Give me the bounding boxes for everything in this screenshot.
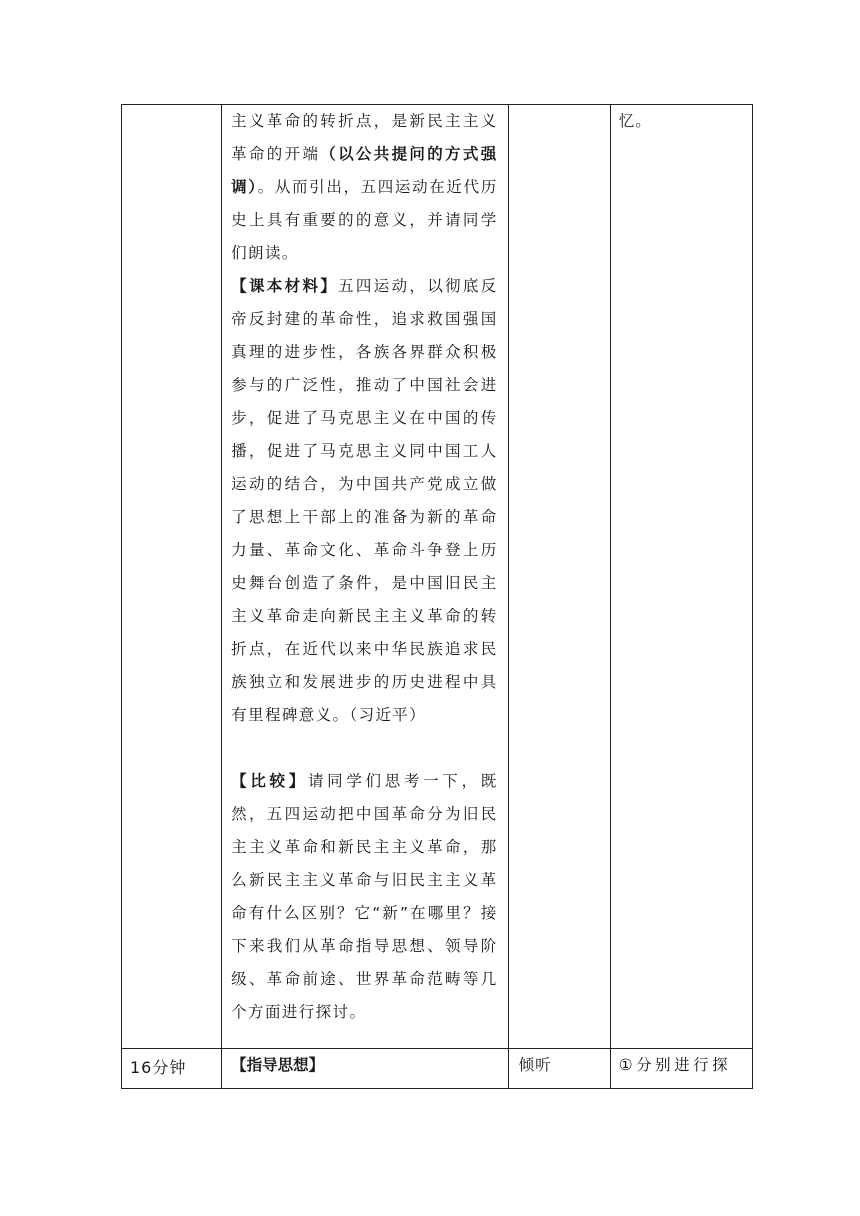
- intro-emphasis: （以公共提问的方式强调）: [231, 145, 498, 196]
- design-intent-cell: [610, 105, 752, 1049]
- design-intent-text: 忆。: [618, 112, 652, 130]
- paragraph-gap: [231, 732, 497, 765]
- section-heading-cell: 【指导思想】: [222, 1049, 508, 1089]
- table-row: [122, 105, 753, 1049]
- intro-text-a: 主义革命的转折点，是新民主主义革命的开端: [231, 112, 498, 163]
- intro-paragraph: [231, 105, 497, 270]
- design-intent-cell-bottom: ①分别进行探: [610, 1049, 752, 1089]
- compare-label: 【比较】: [231, 772, 308, 790]
- time-cell: 16分钟: [122, 1049, 222, 1089]
- material-label: 【课本材料】: [231, 277, 339, 295]
- time-cell-empty: [122, 105, 222, 1049]
- material-paragraph: [231, 270, 497, 732]
- material-text: 五四运动，以彻底反帝反封建的革命性，追求救国强国真理的进步性，各族各界群众积极参与的广泛性，推动了中国社会进步，促进了马克思主义在中国的传播，促进了马克思主义同中国工人运动的结合，为中国共产党成立做了思想上干部上的准备为新的革命力量、革命文化、革命斗争登上历史舞台创造了条件，是中国旧民主主义革命走向新民主主义革命的转折点，在近代以来中华民族追求民族独立和发展进步的历史进程中具有里程碑意义。（习近平）: [231, 277, 498, 724]
- table-row: [122, 1049, 753, 1089]
- intro-text-c: 。从而引出，五四运动在近代历史上具有重要的的意义，并请同学们朗读。: [231, 178, 498, 262]
- student-activity-cell: 倾听: [508, 1049, 610, 1089]
- compare-paragraph: [231, 765, 497, 1029]
- lesson-plan-table: [121, 104, 753, 1089]
- teacher-activity-cell: [222, 105, 508, 1049]
- compare-text: 请同学们思考一下，既然，五四运动把中国革命分为旧民主主义革命和新民主主义革命，那么新民主主义革命与旧民主主义革命有什么区别？它“新”在哪里？接下来我们从革命指导思想、领导阶级、革命前途、世界革命范畴等几个方面进行探讨。: [231, 772, 498, 1021]
- student-activity-cell-empty: [508, 105, 610, 1049]
